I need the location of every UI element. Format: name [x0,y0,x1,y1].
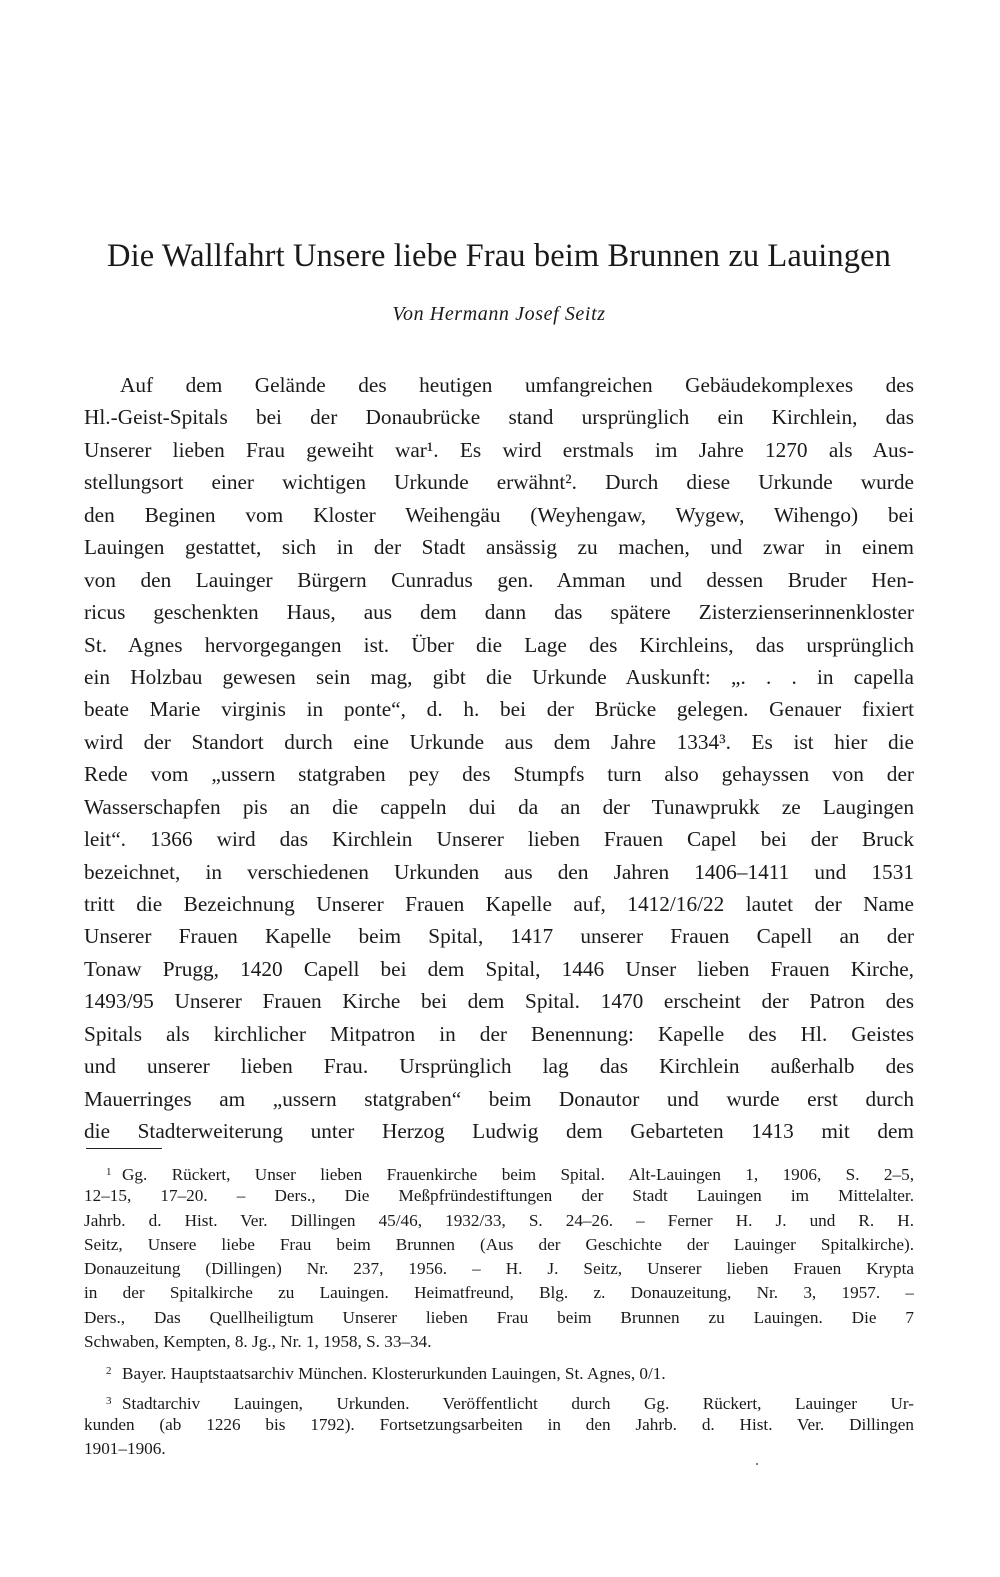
footnote-text: Bayer. Hauptstaatsarchiv München. Klosterurkunden Lauingen, St. Agnes, 0/1. [122,1364,666,1384]
body-text [84,369,914,1148]
body-line: tritt die Bezeichnung Unserer Frauen Kapelle auf, 1412/16/22 lautet der Name [84,892,914,916]
body-line: bezeichnet, in verschiedenen Urkunden aus den Jahren 1406–1411 und 1531 [84,859,914,884]
footnote-marker: 2 [106,1365,112,1378]
body-line: wird der Standort durch eine Urkunde aus dem Jahre 1334³. Es ist hier die [84,729,914,754]
body-line: stellungsort einer wichtigen Urkunde erwähnt². Durch diese Urkunde wurde [84,470,914,495]
footnote-text: 1901–1906. [84,1439,166,1459]
footnotes [84,1160,914,1462]
footnote-line [84,1330,914,1354]
footnote-line [84,1184,914,1208]
body-line: St. Agnes hervorgegangen ist. Über die Lage des Kirchleins, das ursprünglich [84,632,914,657]
article-title: Die Wallfahrt Unsere liebe Frau beim Brunnen zu Lauingen [107,238,891,274]
footnote-text: Gg. Rückert, Unser lieben Frauenkirche beim Spital. Alt-Lauingen 1, 1906, S. 2–5, [122,1165,914,1184]
author-byline: Von Hermann Josef Seitz [392,303,606,325]
body-line: von den Lauinger Bürgern Cunradus gen. Amman und dessen Bruder Hen- [84,567,914,592]
body-line: Hl.-Geist-Spitals bei der Donaubrücke stand ursprünglich ein Kirchlein, das [84,405,914,430]
body-line: Mauerringes am „ussern statgraben“ beim Donautor und wurde erst durch [84,1086,914,1111]
body-line: die Stadterweiterung unter Herzog Ludwig dem Gebarteten 1413 mit dem [84,1119,914,1144]
body-line: Rede vom „ussern statgraben pey des Stumpfs turn also gehayssen von der [84,762,914,787]
speck-mark [756,1463,758,1465]
body-line: beate Marie virginis in ponte“, d. h. bei der Brücke gelegen. Genauer fixiert [84,697,914,722]
footnote-text: 12–15, 17–20. – Ders., Die Meßpfründestiftungen der Stadt Lauingen im Mittelalter. [84,1186,914,1206]
body-line: 1493/95 Unserer Frauen Kirche bei dem Spital. 1470 erscheint der Patron des [84,989,914,1014]
footnote-line [84,1257,914,1281]
footnote-line [84,1233,914,1257]
body-line: Wasserschapfen pis an die cappeln dui da an der Tunawprukk ze Laugingen [84,794,914,819]
body-line: ricus geschenkten Haus, aus dem dann das spätere Zisterzienserinnenkloster [84,600,914,625]
document-page [84,0,914,1577]
footnote-line [84,1209,914,1233]
body-line: Auf dem Gelände des heutigen umfangreichen Gebäudekomplexes des [120,373,914,397]
footnote-line [84,1281,914,1305]
footnote-text: Ders., Das Quellheiligtum Unserer lieben Frau beim Brunnen zu Lauingen. Die 7 [84,1307,914,1327]
footnote-line [84,1413,914,1437]
body-line: und unserer lieben Frau. Ursprünglich lag das Kirchlein außerhalb des [84,1054,914,1079]
footnote-text: Jahrb. d. Hist. Ver. Dillingen 45/46, 1932/33, S. 24–26. – Ferner H. J. und R. H. [84,1210,914,1230]
body-line: Tonaw Prugg, 1420 Capell bei dem Spital, 1446 Unser lieben Frauen Kirche, [84,956,914,981]
footnote-line [84,1306,914,1330]
footnote-text: Donauzeitung (Dillingen) Nr. 237, 1956. – H. J. Seitz, Unserer lieben Frauen Krypta [84,1259,914,1279]
body-line: ein Holzbau gewesen sein mag, gibt die Urkunde Auskunft: „. . . in capella [84,664,914,689]
footnote-text: Seitz, Unsere liebe Frau beim Brunnen (Aus der Geschichte der Lauinger Spitalkirche). [84,1234,914,1254]
footnote-marker: 1 [106,1166,112,1178]
body-line: Lauingen gestattet, sich in der Stadt ansässig zu machen, und zwar in einem [84,535,914,560]
footnote-text: Stadtarchiv Lauingen, Urkunden. Veröffentlicht durch Gg. Rückert, Lauinger Ur- [122,1393,914,1413]
body-line: Unserer lieben Frau geweiht war¹. Es wird erstmals im Jahre 1270 als Aus- [84,437,914,462]
footnote-text: in der Spitalkirche zu Lauingen. Heimatfreund, Blg. z. Donauzeitung, Nr. 3, 1957. – [84,1283,914,1303]
footnote-text: Schwaben, Kempten, 8. Jg., Nr. 1, 1958, S. 33–34. [84,1332,432,1352]
body-line: Spitals als kirchlicher Mitpatron in der Benennung: Kapelle des Hl. Geistes [84,1021,914,1046]
footnote-marker: 3 [106,1394,112,1407]
footnote-line [84,1359,914,1383]
footnote-separator [86,1148,162,1149]
footnote-line [84,1160,914,1184]
footnote-line [84,1437,914,1461]
body-line: leit“. 1366 wird das Kirchlein Unserer lieben Frauen Capel bei der Bruck [84,827,914,852]
footnote-text: kunden (ab 1226 bis 1792). Fortsetzungsarbeiten in den Jahrb. d. Hist. Ver. Dillingen [84,1414,914,1434]
body-line: Unserer Frauen Kapelle beim Spital, 1417 unserer Frauen Capell an der [84,924,914,949]
footnote-line [84,1389,914,1413]
body-line: den Beginen vom Kloster Weihengäu (Weyhengaw, Wygew, Wihengo) bei [84,502,914,527]
